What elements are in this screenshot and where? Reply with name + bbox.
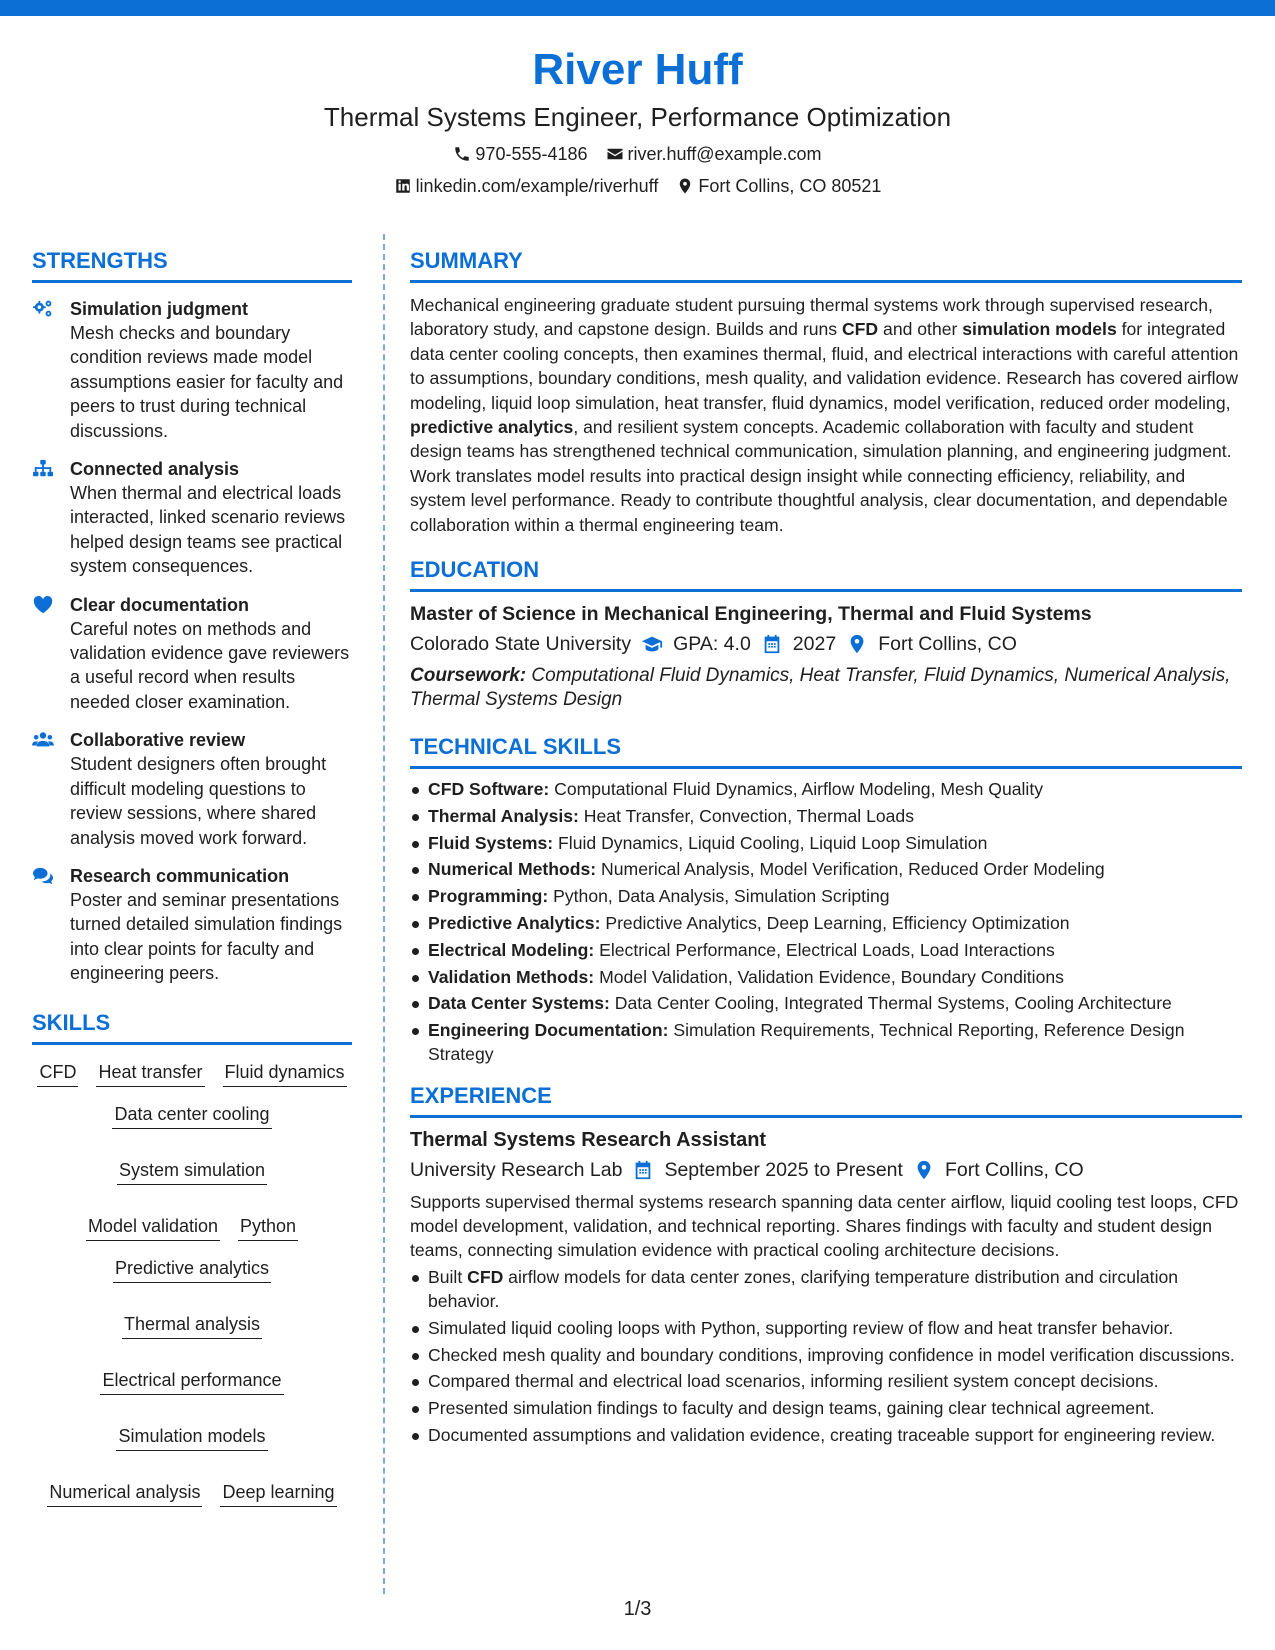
list-item bbox=[410, 1343, 1242, 1367]
strength-item bbox=[32, 297, 352, 443]
right-column bbox=[410, 246, 1242, 1450]
job-dates: September 2025 to Present bbox=[664, 1158, 903, 1181]
strength-text: Student designers often brought difficult modeling questions to review sessions, where shared analysis moved work forward. bbox=[70, 754, 327, 848]
sitemap-icon bbox=[32, 459, 54, 479]
job-location: Fort Collins, CO bbox=[944, 1158, 1084, 1181]
skill-tag: Model validation bbox=[86, 1213, 220, 1241]
strength-item bbox=[32, 728, 352, 850]
degree-title: Master of Science in Mechanical Engineering, Thermal and Fluid Systems bbox=[410, 603, 1092, 626]
comments-icon bbox=[32, 866, 54, 886]
school-name: Colorado State University bbox=[410, 633, 632, 656]
contact-row-1 bbox=[0, 142, 1275, 166]
skill-tag: Heat transfer bbox=[96, 1059, 204, 1087]
strength-title: Connected analysis bbox=[70, 459, 240, 480]
strength-item bbox=[32, 864, 352, 986]
graduation-cap-icon bbox=[641, 633, 663, 655]
list-item bbox=[410, 831, 1242, 855]
top-accent-bar bbox=[0, 0, 1275, 16]
skill-values: Electrical Performance, Electrical Loads, Load Interactions bbox=[599, 939, 1055, 960]
education-meta bbox=[410, 630, 1242, 658]
list-item bbox=[410, 857, 1242, 881]
strength-title: Research communication bbox=[70, 865, 290, 886]
summary-keyword: predictive analytics bbox=[410, 417, 574, 438]
skills-heading: SKILLS bbox=[32, 1008, 352, 1045]
users-icon bbox=[32, 730, 54, 750]
candidate-title: Thermal Systems Engineer, Performance Optimization bbox=[323, 102, 952, 132]
list-item bbox=[410, 1018, 1242, 1066]
skill-values: Simulation Requirements, Technical Reporting, Reference Design Strategy bbox=[428, 1020, 1185, 1065]
list-item bbox=[410, 777, 1242, 801]
strength-title: Collaborative review bbox=[70, 730, 246, 751]
phone-item bbox=[453, 142, 587, 166]
job-meta bbox=[410, 1156, 1242, 1184]
strength-text: Careful notes on methods and validation evidence gave reviewers a useful record when results needed closer examination. bbox=[70, 618, 350, 712]
coursework-list: Computational Fluid Dynamics, Heat Transfer, Fluid Dynamics, Numerical Analysis, Thermal Systems Design bbox=[410, 665, 1231, 711]
skill-values: Predictive Analytics, Deep Learning, Efficiency Optimization bbox=[605, 913, 1070, 934]
phone-text[interactable]: 970-555-4186 bbox=[475, 144, 588, 164]
email-text[interactable]: river.huff@example.com bbox=[627, 144, 822, 164]
list-item bbox=[410, 965, 1242, 989]
map-pin-icon bbox=[913, 1159, 935, 1181]
technical-skills-heading: TECHNICAL SKILLS bbox=[410, 732, 1242, 769]
map-pin-icon bbox=[846, 633, 868, 655]
contact-row-2 bbox=[0, 174, 1275, 198]
graduation-year: 2027 bbox=[792, 633, 837, 656]
skill-tag: System simulation bbox=[117, 1157, 267, 1185]
linkedin-icon bbox=[394, 177, 412, 195]
calendar-icon bbox=[761, 633, 783, 655]
skills-list bbox=[32, 1059, 352, 1507]
linkedin-text[interactable]: linkedin.com/example/riverhuff bbox=[415, 176, 659, 196]
strength-title: Simulation judgment bbox=[70, 299, 248, 319]
summary-part: and other bbox=[878, 319, 963, 340]
bullet-keyword: CFD bbox=[467, 1266, 504, 1287]
phone-icon bbox=[453, 145, 471, 163]
list-item bbox=[410, 804, 1242, 828]
list-item bbox=[410, 911, 1242, 935]
skill-category: Predictive Analytics: bbox=[428, 913, 601, 934]
summary-text bbox=[410, 293, 1242, 537]
list-item bbox=[410, 938, 1242, 962]
bullet-text: Presented simulation findings to faculty and design teams, gaining clear technical agreement. bbox=[428, 1398, 1155, 1419]
job-description: Supports supervised thermal systems research spanning data center airflow, liquid cooling test loops, CFD model development, validation, and technical reporting. Shares findings with faculty and student design teams, connecting simulation evidence with practical cooling architecture decisions. bbox=[410, 1191, 1239, 1261]
job-bullets bbox=[410, 1265, 1242, 1447]
skill-values: Fluid Dynamics, Liquid Cooling, Liquid Loop Simulation bbox=[558, 832, 988, 853]
experience-heading: EXPERIENCE bbox=[410, 1081, 1242, 1118]
skill-tag: Simulation models bbox=[116, 1423, 267, 1451]
strength-title: Clear documentation bbox=[70, 594, 250, 615]
skill-category: Fluid Systems: bbox=[428, 832, 554, 853]
summary-part: Mechanical engineering graduate student pursuing thermal systems work through supervised research, laboratory study, and capstone design. Builds and runs bbox=[410, 295, 1213, 340]
list-item bbox=[410, 1265, 1242, 1313]
skill-category: Thermal Analysis: bbox=[428, 805, 579, 826]
bullet-text: airflow models for data center zones, clarifying temperature distribution and circulation behavior. bbox=[428, 1266, 1179, 1312]
skill-tag: Thermal analysis bbox=[122, 1311, 262, 1339]
resume-header bbox=[0, 42, 1275, 198]
skill-category: CFD Software: bbox=[428, 779, 550, 800]
location-item bbox=[676, 174, 881, 198]
summary-part: , and resilient system concepts. Academic collaboration with faculty and student design teams has strengthened technical communication, simulation planning, and engineering judgment. Work translates model results into practical design insight while connecting efficiency, reliability, and system level performance. Ready to contribute thoughtful analysis, clear documentation, and dependable collaboration within a thermal engineering team. bbox=[410, 417, 1232, 535]
skill-tag: Data center cooling bbox=[112, 1101, 271, 1129]
gpa-text: GPA: 4.0 bbox=[673, 633, 751, 656]
skill-values: Data Center Cooling, Integrated Thermal Systems, Cooling Architecture bbox=[614, 993, 1172, 1014]
skill-tag: Predictive analytics bbox=[113, 1255, 271, 1283]
summary-heading: SUMMARY bbox=[410, 246, 1242, 283]
bullet-text: Built bbox=[428, 1266, 468, 1287]
list-item bbox=[410, 1369, 1242, 1393]
strength-text: When thermal and electrical loads interacted, linked scenario reviews helped design teams see practical system consequences. bbox=[70, 483, 346, 577]
coursework-label: Coursework: bbox=[410, 665, 527, 687]
summary-part: for integrated data center cooling concepts, then examines thermal, fluid, and electrical interactions with careful attention to assumptions, boundary conditions, mesh quality, and validation evidence. Research has covered airflow modeling, liquid loop simulation, heat transfer, fluid dynamics, model verification, reduced order modeling, bbox=[410, 319, 1239, 413]
skill-tag: Numerical analysis bbox=[47, 1479, 202, 1507]
list-item bbox=[410, 991, 1242, 1015]
skill-tag: CFD bbox=[37, 1059, 78, 1087]
email-item bbox=[606, 142, 822, 166]
skill-category: Data Center Systems: bbox=[428, 993, 610, 1014]
strength-item bbox=[32, 593, 352, 715]
calendar-icon bbox=[632, 1159, 654, 1181]
skill-values: Heat Transfer, Convection, Thermal Loads bbox=[583, 805, 915, 826]
list-item bbox=[410, 1423, 1242, 1447]
skill-values: Model Validation, Validation Evidence, Boundary Conditions bbox=[599, 966, 1064, 987]
linkedin-item bbox=[394, 174, 659, 198]
page-number: 1/3 bbox=[623, 1598, 652, 1620]
strength-text: Mesh checks and boundary condition reviews made model assumptions easier for faculty and peers to trust during technical discussions. bbox=[70, 323, 344, 441]
map-pin-icon bbox=[676, 177, 694, 195]
school-location: Fort Collins, CO bbox=[878, 633, 1017, 656]
skill-category: Electrical Modeling: bbox=[428, 939, 595, 960]
summary-keyword: simulation models bbox=[962, 319, 1117, 340]
strength-text: Poster and seminar presentations turned detailed simulation findings into clear points for faculty and engineering peers. bbox=[70, 889, 343, 984]
skill-values: Python, Data Analysis, Simulation Scripting bbox=[553, 886, 890, 907]
list-item bbox=[410, 1316, 1242, 1340]
skill-tag: Fluid dynamics bbox=[223, 1059, 347, 1087]
location-text: Fort Collins, CO 80521 bbox=[698, 176, 882, 196]
coursework bbox=[410, 664, 1242, 712]
list-item bbox=[410, 1396, 1242, 1420]
skill-category: Engineering Documentation: bbox=[428, 1020, 669, 1041]
bullet-text: Documented assumptions and validation evidence, creating traceable support for engineering review. bbox=[428, 1425, 1216, 1446]
skill-values: Numerical Analysis, Model Verification, Reduced Order Modeling bbox=[601, 859, 1105, 880]
bullet-text: Compared thermal and electrical load scenarios, informing resilient system concept decisions. bbox=[428, 1371, 1159, 1392]
skill-tag: Python bbox=[238, 1213, 298, 1241]
skill-values: Computational Fluid Dynamics, Airflow Modeling, Mesh Quality bbox=[554, 779, 1044, 800]
education-heading: EDUCATION bbox=[410, 555, 1242, 592]
heart-icon bbox=[32, 595, 54, 615]
skill-category: Programming: bbox=[428, 886, 549, 907]
column-divider bbox=[383, 234, 385, 1594]
skill-tag: Electrical performance bbox=[100, 1367, 283, 1395]
skill-tag: Deep learning bbox=[220, 1479, 336, 1507]
list-item bbox=[410, 884, 1242, 908]
summary-keyword: CFD bbox=[841, 319, 879, 340]
envelope-icon bbox=[606, 145, 624, 163]
skill-category: Validation Methods: bbox=[428, 966, 595, 987]
skill-category: Numerical Methods: bbox=[428, 859, 597, 880]
strengths-heading: STRENGTHS bbox=[32, 246, 352, 283]
bullet-text: Simulated liquid cooling loops with Python, supporting review of flow and heat transfer behavior. bbox=[428, 1317, 1174, 1338]
job-title: Thermal Systems Research Assistant bbox=[410, 1128, 767, 1151]
gears-icon bbox=[32, 299, 54, 319]
bullet-text: Checked mesh quality and boundary conditions, improving confidence in model verification discussions. bbox=[428, 1344, 1235, 1365]
technical-skills-list bbox=[410, 777, 1242, 1067]
employer-name: University Research Lab bbox=[410, 1158, 623, 1181]
strength-item bbox=[32, 457, 352, 579]
left-column bbox=[32, 246, 352, 1507]
candidate-name: River Huff bbox=[532, 45, 743, 94]
